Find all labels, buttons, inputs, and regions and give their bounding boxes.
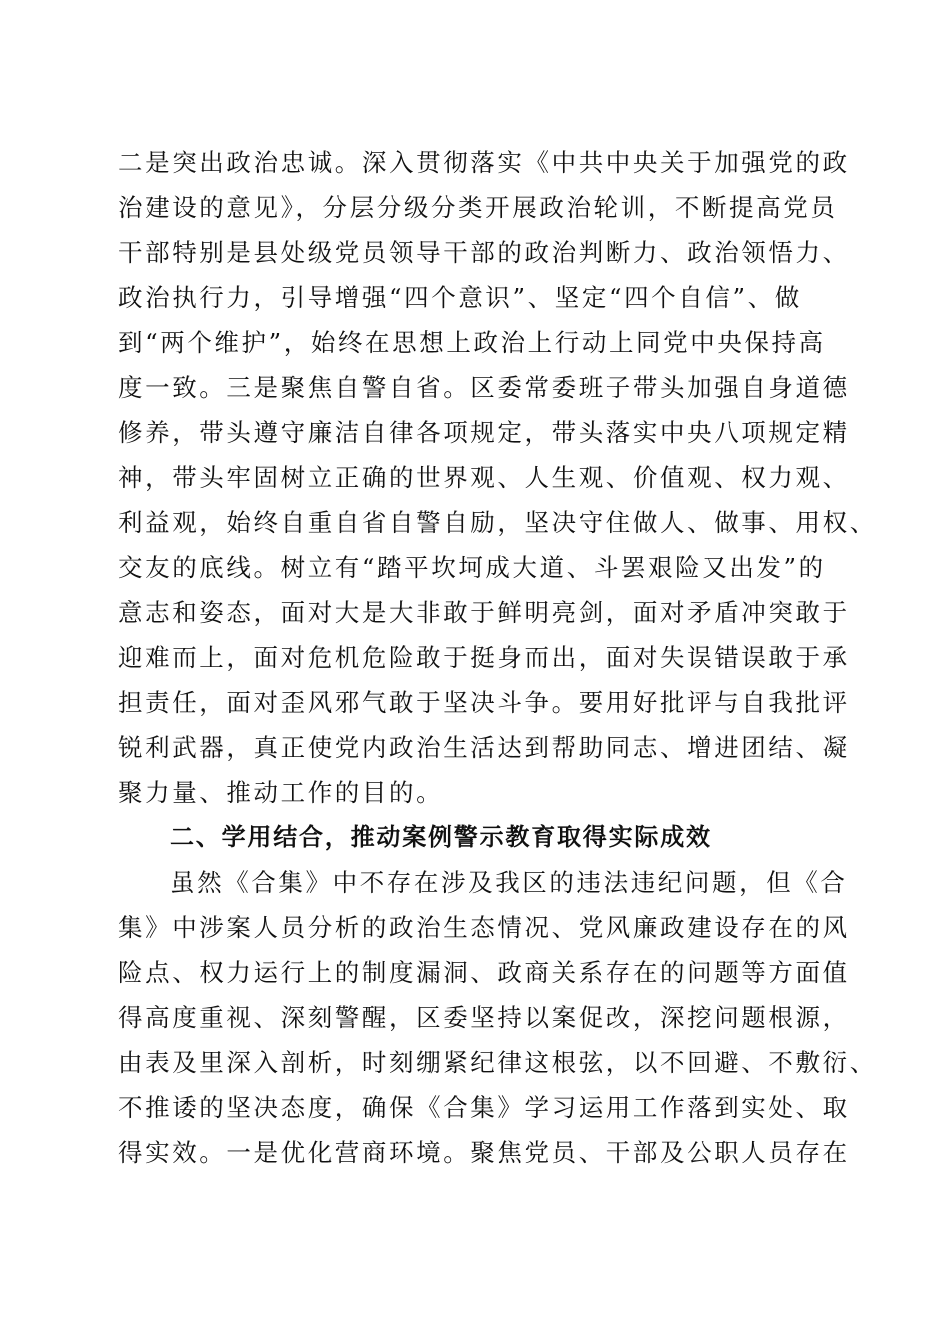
- paragraph-line: 迎难而上，面对危机危险敢于挺身而出，面对失误错误敢于承: [118, 643, 850, 672]
- paragraph-line: 险点、权力运行上的制度漏洞、政商关系存在的问题等方面值: [118, 958, 850, 987]
- paragraph-line: 神，带头牢固树立正确的世界观、人生观、价值观、权力观、: [118, 463, 850, 492]
- paragraph-line: 得高度重视、深刻警醒，区委坚持以案促改，深挖问题根源，: [118, 1003, 850, 1032]
- paragraph-line: 锐利武器，真正使党内政治生活达到帮助同志、增进团结、凝: [118, 733, 850, 762]
- paragraph-line: 到“两个维护”，始终在思想上政治上行动上同党中央保持高: [118, 328, 826, 357]
- paragraph-line: 政治执行力，引导增强“四个意识”、坚定“四个自信”、做: [118, 283, 802, 312]
- paragraph-line: 由表及里深入剖析，时刻绷紧纪律这根弦，以不回避、不敷衍、: [118, 1048, 877, 1077]
- paragraph-line: 聚力量、推动工作的目的。: [118, 778, 444, 807]
- paragraph-line: 利益观，始终自重自省自警自励，坚决守住做人、做事、用权、: [118, 508, 877, 537]
- paragraph-line: 度一致。三是聚焦自警自省。区委常委班子带头加强自身道德: [118, 373, 850, 402]
- paragraph-line: 交友的底线。树立有“踏平坎坷成大道、斗罢艰险又出发”的: [118, 553, 826, 582]
- paragraph-line: 不推诿的坚决态度，确保《合集》学习运用工作落到实处、取: [118, 1093, 850, 1122]
- paragraph-line: 治建设的意见》，分层分级分类开展政治轮训，不断提高党员: [118, 193, 838, 222]
- document-body: [118, 140, 877, 1175]
- paragraph-line: 修养，带头遵守廉洁自律各项规定，带头落实中央八项规定精: [118, 418, 850, 447]
- paragraph-line: 意志和姿态，面对大是大非敢于鲜明亮剑，面对矛盾冲突敢于: [118, 598, 850, 627]
- paragraph-line: 得实效。一是优化营商环境。聚焦党员、干部及公职人员存在: [118, 1138, 850, 1167]
- paragraph-line: 二是突出政治忠诚。深入贯彻落实《中共中央关于加强党的政: [118, 148, 850, 177]
- section-heading: 二、学用结合，推动案例警示教育取得实际成效: [170, 823, 712, 851]
- paragraph-line: 干部特别是县处级党员领导干部的政治判断力、政治领悟力、: [118, 238, 850, 267]
- paragraph-line: 担责任，面对歪风邪气敢于坚决斗争。要用好批评与自我批评: [118, 688, 850, 717]
- paragraph-line: 虽然《合集》中不存在涉及我区的违法违纪问题，但《合: [170, 868, 848, 897]
- paragraph-line: 集》中涉案人员分析的政治生态情况、党风廉政建设存在的风: [118, 913, 850, 942]
